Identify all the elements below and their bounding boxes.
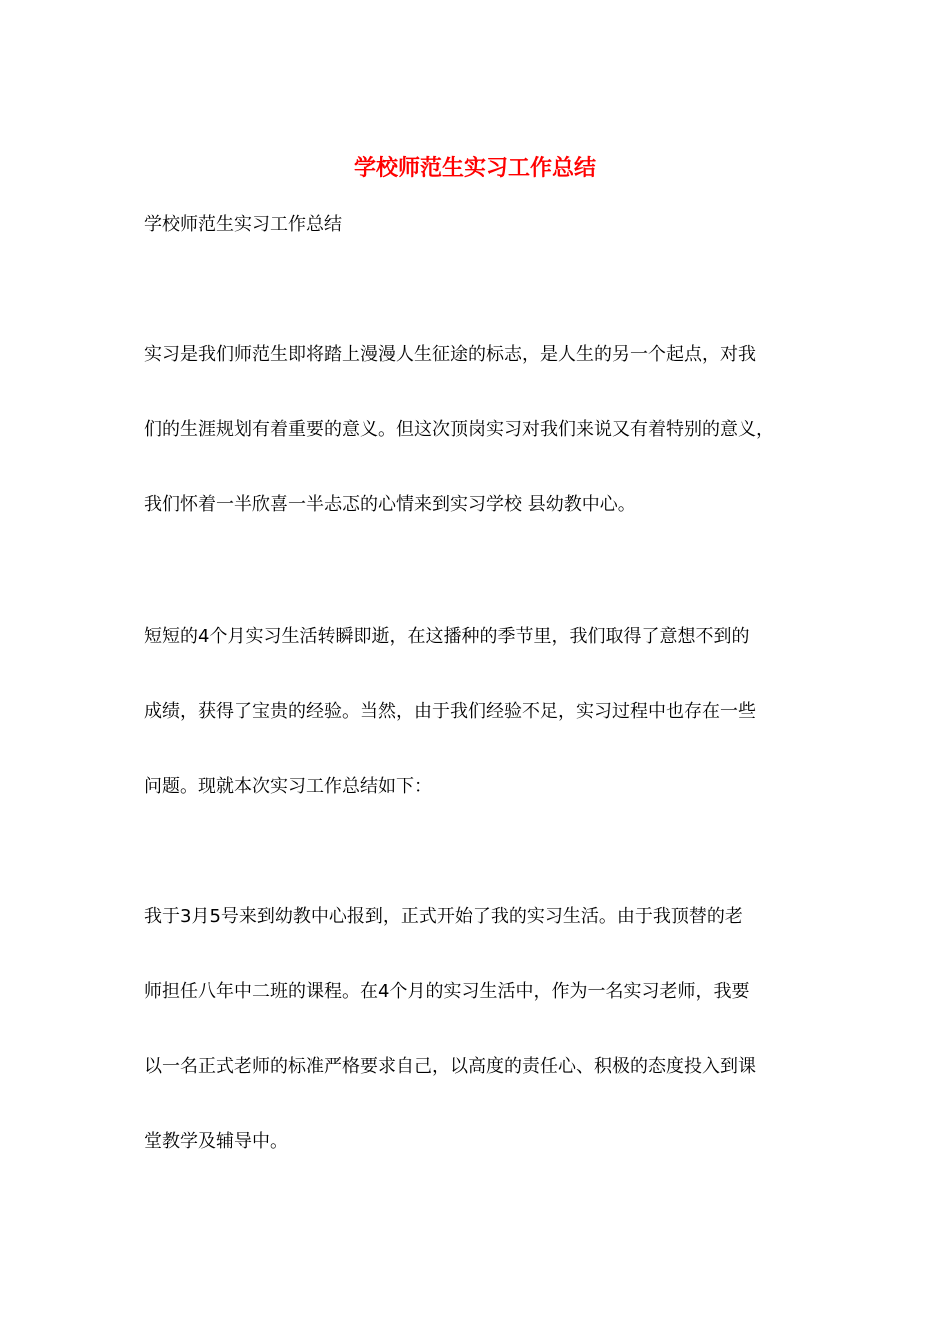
paragraph-line: 堂教学及辅导中。 <box>144 1131 288 1152</box>
paragraph-line: 成绩，获得了宝贵的经验。当然，由于我们经验不足，实习过程中也存在一些 <box>144 701 756 722</box>
document-title: 学校师范生实习工作总结 <box>353 155 596 181</box>
paragraph-line: 们的生涯规划有着重要的意义。但这次顶岗实习对我们来说又有着特别的意义， <box>144 419 774 440</box>
paragraph-line: 问题。现就本次实习工作总结如下： <box>144 776 432 797</box>
paragraph-line: 实习是我们师范生即将踏上漫漫人生征途的标志，是人生的另一个起点，对我 <box>144 344 756 365</box>
paragraph-line: 短短的4个月实习生活转瞬即逝，在这播种的季节里，我们取得了意想不到的 <box>144 626 750 647</box>
paragraph-3 <box>144 902 808 1202</box>
paragraph-line: 以一名正式老师的标准严格要求自己，以高度的责任心、积极的态度投入到课 <box>144 1056 756 1077</box>
document-subtitle: 学校师范生实习工作总结 <box>144 214 342 235</box>
paragraph-line: 我于3月5号来到幼教中心报到，正式开始了我的实习生活。由于我顶替的老 <box>144 906 743 927</box>
paragraph-line: 师担任八年中二班的课程。在4个月的实习生活中，作为一名实习老师，我要 <box>144 981 750 1002</box>
paragraph-2 <box>144 622 808 847</box>
paragraph-1 <box>144 340 808 565</box>
paragraph-line: 我们怀着一半欣喜一半忐忑的心情来到实习学校 县幼教中心。 <box>144 494 636 515</box>
